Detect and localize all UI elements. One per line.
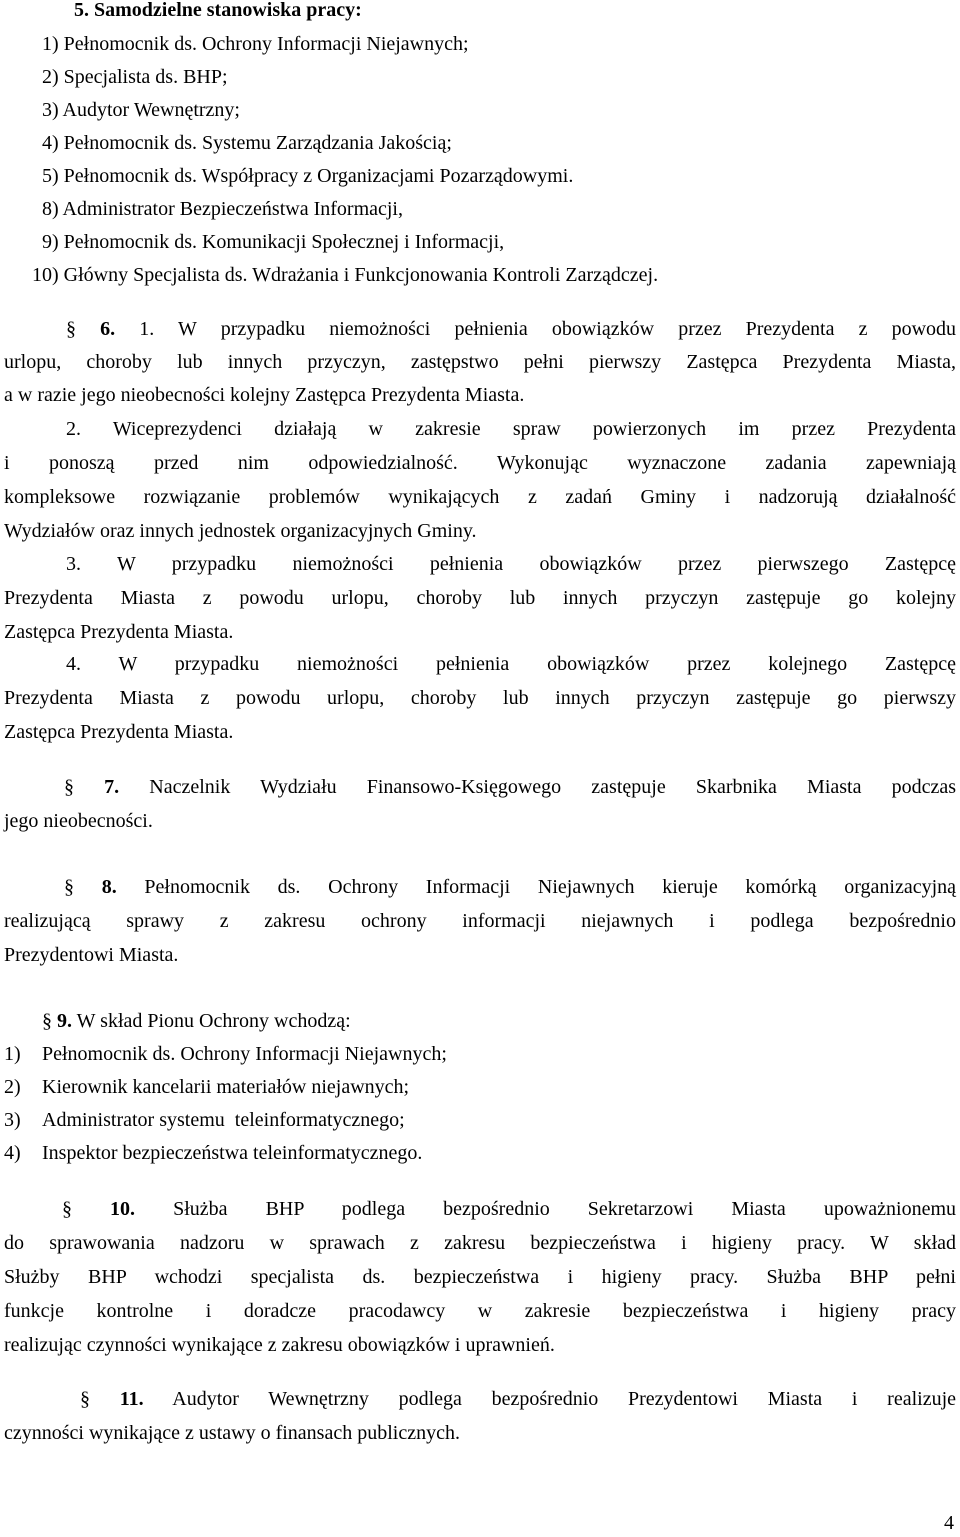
list-item: 3) Audytor Wewnętrzny; [42, 99, 240, 121]
paragraph-text: 1. W przypadku niemożności pełnienia obowiązków przez Prezydenta z powodu [139, 318, 957, 340]
text-line: a w razie jego nieobecności kolejny Zastępca Prezydenta Miasta. [4, 384, 525, 406]
list-item [4, 1071, 409, 1103]
page-number: 4 [944, 1512, 954, 1534]
paragraph-text: Służba BHP podlega bezpośrednio Sekretarzowi Miasta upoważnionemu [173, 1198, 957, 1220]
list-item [4, 1137, 422, 1169]
list-item: 9) Pełnomocnik ds. Komunikacji Społecznej i Informacji, [42, 231, 505, 253]
text-line: 2. Wiceprezydenci działają w zakresie spraw powierzonych im przez Prezydenta [66, 418, 956, 440]
paragraph-text: Naczelnik Wydziału Finansowo-Księgowego zastępuje Skarbnika Miasta podczas [149, 776, 957, 798]
list-item: 8) Administrator Bezpieczeństwa Informacji, [42, 198, 403, 220]
paragraph-text: Audytor Wewnętrzny podlega bezpośrednio Prezydentowi Miasta i realizuje [172, 1388, 957, 1410]
list-item: 1) Pełnomocnik ds. Ochrony Informacji Niejawnych; [42, 33, 469, 55]
text-line: funkcje kontrolne i doradcze pracodawcy w zakresie bezpieczeństwa i higieny pracy [4, 1300, 956, 1322]
list-item: 4) Pełnomocnik ds. Systemu Zarządzania Jakością; [42, 132, 452, 154]
paragraph-8-first-line [64, 871, 956, 903]
paragraph-number: 10. [110, 1198, 136, 1220]
text-line: Zastępca Prezydenta Miasta. [4, 721, 234, 743]
list-text: Pełnomocnik ds. Ochrony Informacji Niejawnych; [42, 1043, 447, 1065]
text-line: Zastępca Prezydenta Miasta. [4, 621, 234, 643]
text-line: jego nieobecności. [4, 810, 153, 832]
paragraph-9-intro [42, 1005, 351, 1037]
text-line: Prezydentowi Miasta. [4, 944, 179, 966]
text-line: Prezydenta Miasta z powodu urlopu, choroby lub innych przyczyn zastępuje go kolejny [4, 587, 956, 609]
paragraph-number: 9. [57, 1010, 72, 1032]
section-sign: § [62, 1198, 72, 1220]
list-item: 5) Pełnomocnik ds. Współpracy z Organizacjami Pozarządowymi. [42, 165, 574, 187]
paragraph-7-first-line [64, 771, 956, 803]
text-line: Służby BHP wchodzi specjalista ds. bezpieczeństwa i higieny pracy. Służba BHP pełni [4, 1266, 956, 1288]
list-item [4, 1038, 447, 1070]
paragraph-number: 6. [100, 318, 116, 340]
section-sign: § [64, 876, 74, 898]
text-line: Prezydenta Miasta z powodu urlopu, choroby lub innych przyczyn zastępuje go pierwszy [4, 687, 956, 709]
text-line: do sprawowania nadzoru w sprawach z zakresu bezpieczeństwa i higieny pracy. W skład [4, 1232, 956, 1254]
paragraph-number: 7. [104, 776, 120, 798]
paragraph-10-first-line [62, 1193, 956, 1225]
text-line: realizującą sprawy z zakresu ochrony informacji niejawnych i podlega bezpośrednio [4, 910, 956, 932]
text-line: i ponoszą przed nim odpowiedzialność. Wykonując wyznaczone zadania zapewniają [4, 452, 956, 474]
text-line: czynności wynikające z ustawy o finansach publicznych. [4, 1422, 460, 1444]
text-line: urlopu, choroby lub innych przyczyn, zastępstwo pełni pierwszy Zastępca Prezydenta Miasta, [4, 351, 956, 373]
list-text: Administrator systemu teleinformatycznego; [42, 1109, 405, 1131]
section-sign: § [64, 776, 74, 798]
list-item: 10) Główny Specjalista ds. Wdrażania i Funkcjonowania Kontroli Zarządczej. [32, 264, 659, 286]
list-number: 4) [4, 1142, 21, 1164]
paragraph-number: 8. [101, 876, 117, 898]
list-item: 2) Specjalista ds. BHP; [42, 66, 228, 88]
text-line: 4. W przypadku niemożności pełnienia obowiązków przez kolejnego Zastępcę [66, 653, 956, 675]
list-text: Kierownik kancelarii materiałów niejawnych; [42, 1076, 410, 1098]
list-text: Inspektor bezpieczeństwa teleinformatycznego. [42, 1142, 423, 1164]
section-sign: § [66, 318, 76, 340]
paragraph-number: 11. [119, 1388, 144, 1410]
text-line: kompleksowe rozwiązanie problemów wynikających z zadań Gminy i nadzorują działalność [4, 486, 956, 508]
paragraph-text: W skład Pionu Ochrony wchodzą: [76, 1010, 351, 1032]
text-line: realizując czynności wynikające z zakresu obowiązków i uprawnień. [4, 1334, 555, 1356]
section-heading: 5. Samodzielne stanowiska pracy: [74, 0, 362, 21]
list-number: 2) [4, 1076, 21, 1098]
paragraph-text: Pełnomocnik ds. Ochrony Informacji Niejawnych kieruje komórką organizacyjną [144, 876, 957, 898]
paragraph-6-first-line [66, 313, 956, 345]
section-sign: § [42, 1010, 52, 1032]
list-number: 1) [4, 1043, 21, 1065]
text-line: Wydziałów oraz innych jednostek organizacyjnych Gminy. [4, 520, 477, 542]
list-number: 3) [4, 1109, 21, 1131]
section-sign: § [80, 1388, 90, 1410]
paragraph-11-first-line [80, 1383, 956, 1415]
list-item [4, 1104, 405, 1136]
text-line: 3. W przypadku niemożności pełnienia obowiązków przez pierwszego Zastępcę [66, 553, 956, 575]
